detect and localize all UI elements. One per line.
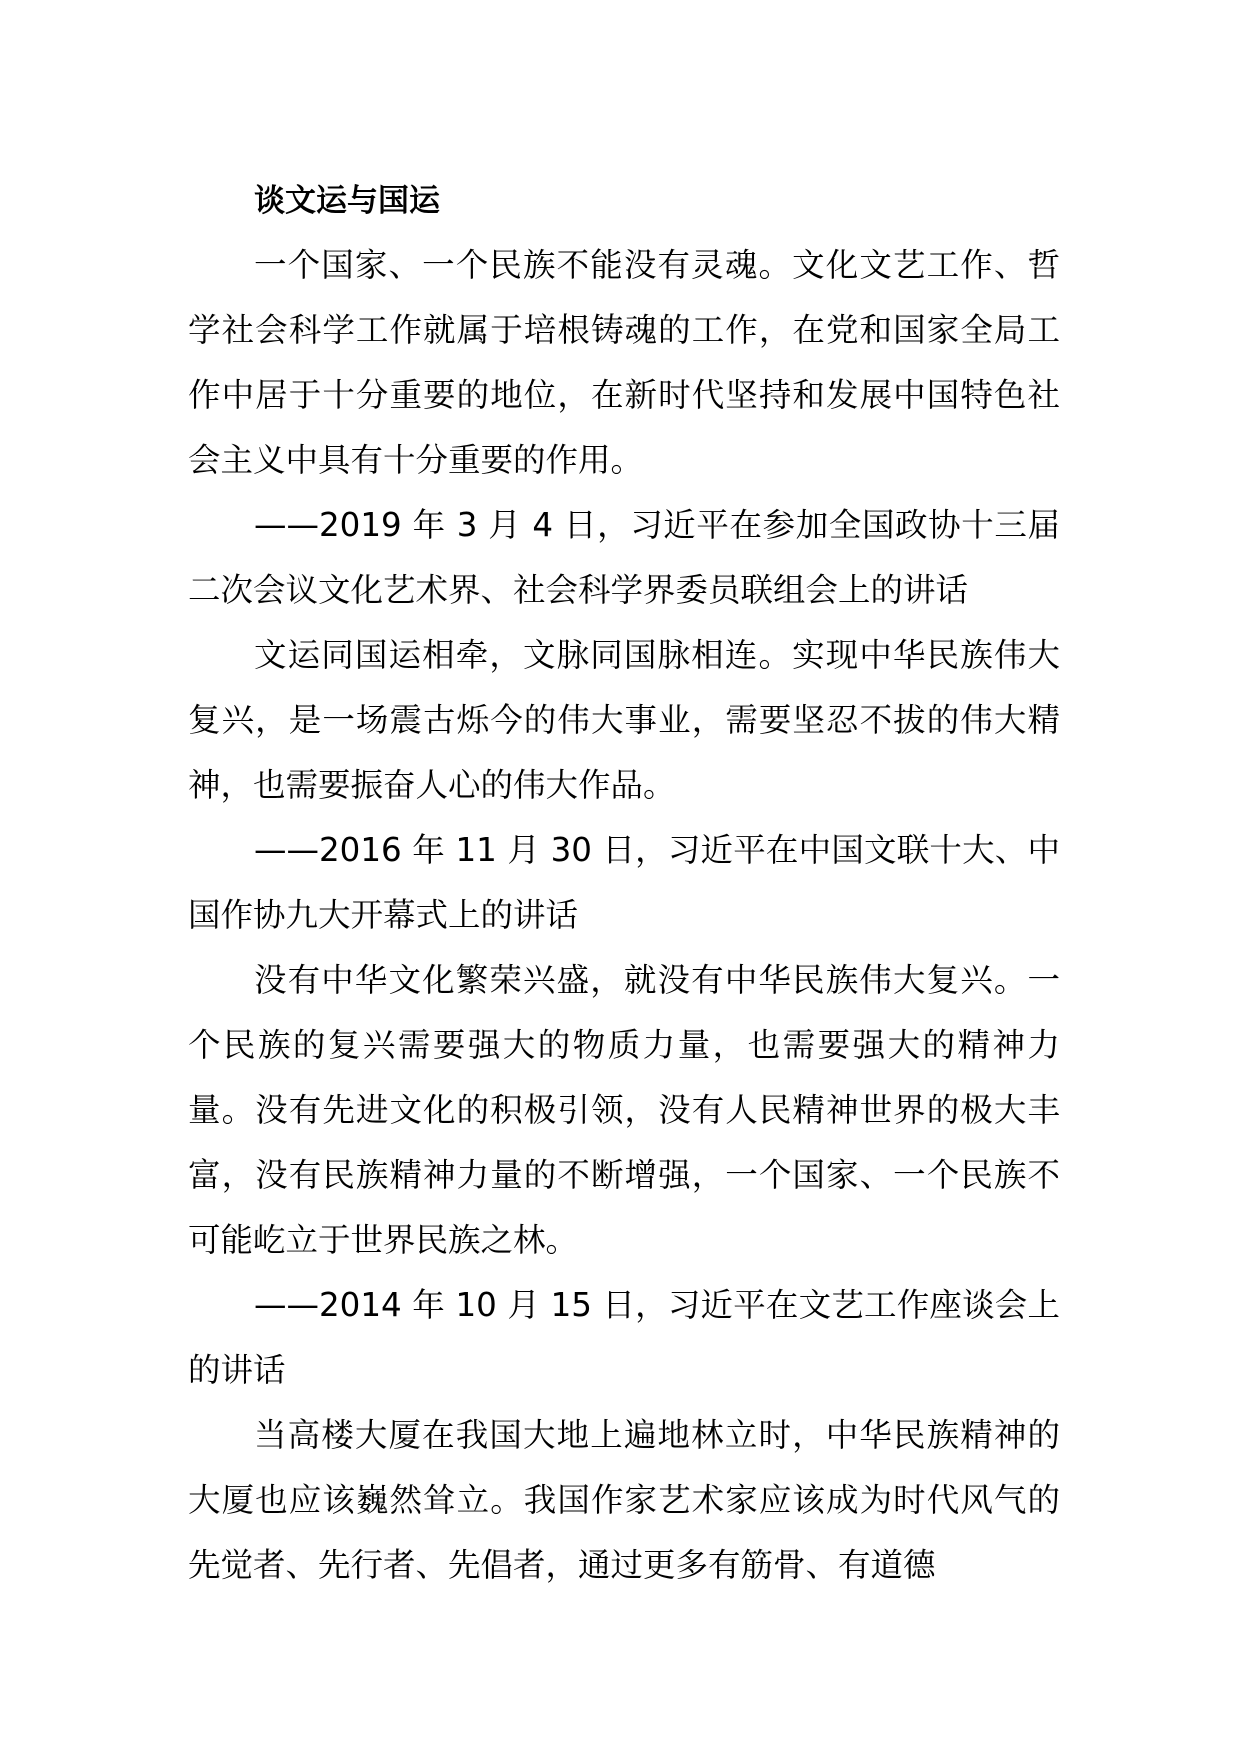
paragraph-source-3: ——2014 年 10 月 15 日，习近平在文艺工作座谈会上的讲话 xyxy=(188,1286,1060,1389)
paragraph-quote-4: 当高楼大厦在我国大地上遍地林立时，中华民族精神的大厦也应该巍然耸立。我国作家艺术家应该成为时代风气的先觉者、先行者、先倡者，通过更多有筋骨、有道德 xyxy=(188,1416,1060,1584)
paragraph-source-1: ——2019 年 3 月 4 日，习近平在参加全国政协十三届二次会议文化艺术界、社会科学界委员联组会上的讲话 xyxy=(188,506,1060,609)
paragraph-source-2: ——2016 年 11 月 30 日，习近平在中国文联十大、中国作协九大开幕式上的讲话 xyxy=(188,831,1060,934)
paragraph-quote-1: 一个国家、一个民族不能没有灵魂。文化文艺工作、哲学社会科学工作就属于培根铸魂的工作，在党和国家全局工作中居于十分重要的地位，在新时代坚持和发展中国特色社会主义中具有十分重要的作用。 xyxy=(188,246,1060,479)
document-title: 谈文运与国运 xyxy=(254,183,440,219)
paragraph-quote-3: 没有中华文化繁荣兴盛，就没有中华民族伟大复兴。一个民族的复兴需要强大的物质力量，也需要强大的精神力量。没有先进文化的积极引领，没有人民精神世界的极大丰富，没有民族精神力量的不断增强，一个国家、一个民族不可能屹立于世界民族之林。 xyxy=(188,961,1060,1259)
paragraph-quote-2: 文运同国运相牵，文脉同国脉相连。实现中华民族伟大复兴，是一场震古烁今的伟大事业，需要坚忍不拔的伟大精神，也需要振奋人心的伟大作品。 xyxy=(188,636,1060,804)
document-page xyxy=(188,170,1060,1598)
